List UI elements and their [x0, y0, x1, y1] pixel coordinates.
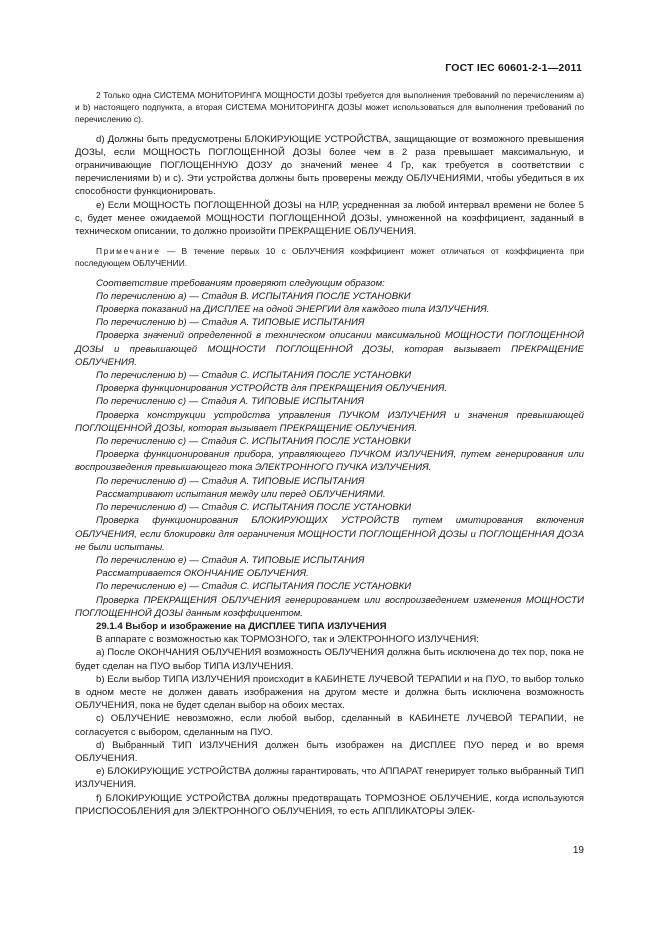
section-item-f: f) БЛОКИРУЮЩИЕ УСТРОЙСТВА должны предотвращать ТОРМОЗНОЕ ОБЛУЧЕНИЕ, когда используются ПРИСПОСОБЛЕНИЯ для ЭЛЕКТРОННОГО ОБЛУЧЕНИЯ, то есть АППЛИКАТОРЫ ЭЛЕК- — [75, 792, 584, 817]
compliance-line: Проверка функционирования прибора, управляющего ПУЧКОМ ИЗЛУЧЕНИЯ, путем генерирования или воспроизведения превышающего тока ЭЛЕКТРОННОГО ПУЧКА ИЗЛУЧЕНИЯ. — [75, 449, 584, 474]
section-item-e: e) БЛОКИРУЮЩИЕ УСТРОЙСТВА должны гарантировать, что АППАРАТ генерирует только выбранный ТИП ИЗЛУЧЕНИЯ. — [75, 766, 584, 791]
item-e: e) Если МОЩНОСТЬ ПОГЛОЩЕННОЙ ДОЗЫ на НЛР, усредненная за любой интервал времени не более 5 с, будет менее ожидаемой МОЩНОСТИ ПОГЛОЩЕННОЙ ДОЗЫ, умноженной на коэффициент, заданный в техническом описании, то должно произойти ПРЕКРАЩЕНИЕ ОБЛУЧЕНИЯ. — [75, 199, 584, 238]
compliance-line: По перечислению d) — Стадия C. ИСПЫТАНИЯ ПОСЛЕ УСТАНОВКИ — [96, 502, 412, 514]
compliance-line: По перечислению e) — Стадия C. ИСПЫТАНИЯ ПОСЛЕ УСТАНОВКИ — [96, 581, 412, 593]
section-item-a: a) После ОКОНЧАНИЯ ОБЛУЧЕНИЯ возможность ОБЛУЧЕНИЯ должна быть исключена до тех пор, пока не будет сделан на ПУО выбор ТИПА ИЗЛУЧЕНИЯ. — [75, 647, 584, 672]
compliance-line: Рассматривается ОКОНЧАНИЕ ОБЛУЧЕНИЯ. — [96, 568, 309, 580]
compliance-line: По перечислению e) — Стадия A. ТИПОВЫЕ ИСПЫТАНИЯ — [96, 554, 365, 566]
section-item-c: c) ОБЛУЧЕНИЕ невозможно, если любой выбор, сделанный в КАБИНЕТЕ ЛУЧЕВОЙ ТЕРАПИИ, не согласуется с выбором, сделанным на ПУО. — [75, 713, 584, 738]
compliance-line: По перечислению d) — Стадия A. ТИПОВЫЕ ИСПЫТАНИЯ — [96, 475, 365, 487]
compliance-line: Проверка значений определенной в техническом описании максимальной МОЩНОСТИ ПОГЛОЩЕННОЙ ДОЗЫ и превышающей МОЩНОСТИ ПОГЛОЩЕННОЙ ДОЗЫ, которая вызывает ПРЕКРАЩЕНИЕ ОБЛУЧЕНИЯ. — [75, 330, 584, 368]
section-title: 29.1.4 Выбор и изображение на ДИСПЛЕЕ ТИПА ИЗЛУЧЕНИЯ — [96, 620, 387, 632]
page-content — [75, 89, 584, 818]
standard-header: ГОСТ IEC 60601-2-1—2011 — [445, 62, 582, 74]
compliance-line: Проверка функционирования БЛОКИРУЮЩИХ УСТРОЙСТВ путем имитирования включения ОБЛУЧЕНИЯ, если блокировки для ограничения МОЩНОСТИ ПОГЛОЩЕННОЙ ДОЗЫ и ПОГЛОЩЕННАЯ ДОЗА не были испытаны. — [75, 515, 584, 553]
compliance-line: По перечислению c) — Стадия A. ТИПОВЫЕ ИСПЫТАНИЯ — [96, 396, 364, 408]
section-intro: В аппарате с возможностью как ТОРМОЗНОГО, так и ЭЛЕКТРОННОГО ИЗЛУЧЕНИЯ: — [96, 634, 479, 646]
note-2: 2 Только одна СИСТЕМА МОНИТОРИНГА МОЩНОСТИ ДОЗЫ требуется для выполнения требований по перечислениям a) и b) настоящего подпункта, а вторая СИСТЕМА МОНИТОРИНГА ДОЗЫ может использоваться для выполнения требований по перечислению c). — [75, 90, 584, 125]
compliance-line: По перечислению b) — Стадия C. ИСПЫТАНИЯ ПОСЛЕ УСТАНОВКИ — [96, 370, 412, 382]
compliance-line: По перечислению a) — Стадия B. ИСПЫТАНИЯ ПОСЛЕ УСТАНОВКИ — [96, 290, 411, 302]
note-label: Примечание — [96, 246, 161, 257]
compliance-line: Проверка ПРЕКРАЩЕНИЯ ОБЛУЧЕНИЯ генерированием или воспроизведением изменения МОЩНОСТИ ПОГЛОЩЕННОЙ ДОЗЫ данным коэффициентом. — [75, 594, 584, 619]
section-item-d: d) Выбранный ТИП ИЗЛУЧЕНИЯ должен быть изображен на ДИСПЛЕЕ ПУО перед и во время ОБЛУЧЕНИЯ. — [75, 739, 584, 764]
compliance-line: По перечислению c) — Стадия C. ИСПЫТАНИЯ ПОСЛЕ УСТАНОВКИ — [96, 436, 411, 448]
compliance-block — [75, 277, 584, 620]
compliance-line: По перечислению b) — Стадия A. ТИПОВЫЕ ИСПЫТАНИЯ — [96, 317, 365, 329]
compliance-line: Рассматривают испытания между или перед ОБЛУЧЕНИЯМИ. — [96, 488, 386, 500]
section-item-b: b) Если выбор ТИПА ИЗЛУЧЕНИЯ происходит в КАБИНЕТЕ ЛУЧЕВОЙ ТЕРАПИИ и на ПУО, то выбор только в одном месте не должен давать изображения на другом месте и должна быть исключена возможность ОБЛУЧЕНИЯ, пока не будет сделан выбор на обоих местах. — [75, 673, 584, 712]
compliance-line: Проверка конструкции устройства управления ПУЧКОМ ИЗЛУЧЕНИЯ и значения превышающей ПОГЛОЩЕННОЙ ДОЗЫ, которая вызывает ПРЕКРАЩЕНИЕ ОБЛУЧЕНИЯ. — [75, 409, 584, 434]
compliance-line: Соответствие требованиям проверяют следующим образом: — [96, 277, 385, 289]
compliance-line: Проверка показаний на ДИСПЛЕЕ на одной ЭНЕРГИИ для каждого типа ИЗЛУЧЕНИЯ. — [96, 304, 490, 316]
note — [75, 245, 584, 269]
page-number: 19 — [572, 845, 584, 856]
compliance-line: Проверка функционирования УСТРОЙСТВ для ПРЕКРАЩЕНИЯ ОБЛУЧЕНИЯ. — [96, 383, 448, 395]
note-text: — В течение первых 10 с ОБЛУЧЕНИЯ коэффициент может отличаться от коэффициента при последующем ОБЛУЧЕНИИ. — [75, 246, 584, 269]
item-d: d) Должны быть предусмотрены БЛОКИРУЮЩИЕ УСТРОЙСТВА, защищающие от возможного превышения ДОЗЫ, если МОЩНОСТЬ ПОГЛОЩЕННОЙ ДОЗЫ более чем в 2 раза превышает максимальную, и ограничивающие ПОГЛОЩЕННУЮ ДОЗУ до значений менее 4 Гр, как требуется в соответствии с перечислениями b) и c). Эти устройства должны быть проверены между ОБЛУЧЕНИЯМИ, чтобы убедиться в их способности функционировать. — [75, 133, 584, 198]
